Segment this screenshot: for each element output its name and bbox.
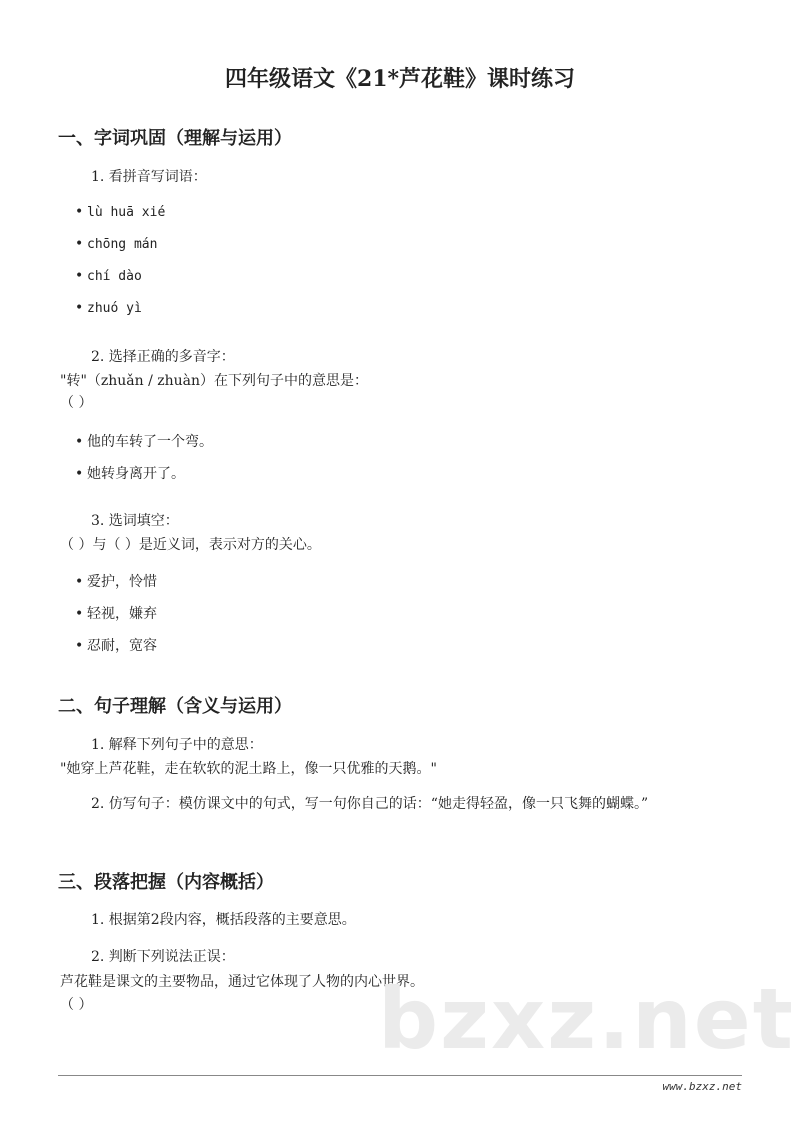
watermark: bzxz.net bbox=[378, 970, 795, 1068]
footer-url: www.bzxz.net bbox=[662, 1080, 742, 1093]
bullet-icon: • bbox=[75, 204, 84, 220]
section-3-heading: 三、段落把握（内容概括） bbox=[58, 872, 274, 893]
s3-q2-label: 2. 判断下列说法正误： bbox=[91, 949, 235, 965]
section-1-heading: 一、字词巩固（理解与运用） bbox=[58, 128, 292, 149]
footer-divider bbox=[58, 1075, 742, 1076]
list-item: • chōng mán bbox=[75, 236, 158, 252]
list-item: • 轻视，嫌弃 bbox=[75, 606, 157, 622]
s3-q1-label: 1. 根据第2段内容，概括段落的主要意思。 bbox=[91, 912, 356, 928]
s2-q1-sentence: "她穿上芦花鞋，走在软软的泥土路上，像一只优雅的天鹅。" bbox=[60, 761, 437, 777]
list-item: • lù huā xié bbox=[75, 204, 166, 220]
s3-q2-statement: 芦花鞋是课文的主要物品，通过它体现了人物的内心世界。 bbox=[60, 974, 424, 990]
s1-q2-label: 2. 选择正确的多音字： bbox=[91, 349, 235, 365]
s2-q2-text: 2. 仿写句子：模仿课文中的句式，写一句你自己的话：“她走得轻盈，像一只飞舞的蝴蝶。” bbox=[91, 796, 649, 812]
bullet-icon: • bbox=[75, 466, 84, 482]
bullet-icon: • bbox=[75, 574, 84, 590]
list-item: • 忍耐，宽容 bbox=[75, 638, 157, 654]
answer-blank: （ ） bbox=[60, 997, 93, 1013]
list-item: • 他的车转了一个弯。 bbox=[75, 434, 213, 450]
list-item: • chí dào bbox=[75, 268, 142, 284]
bullet-icon: • bbox=[75, 638, 84, 654]
answer-blank: （ ） bbox=[60, 395, 93, 411]
bullet-icon: • bbox=[75, 236, 84, 252]
list-item: • 她转身离开了。 bbox=[75, 466, 185, 482]
s1-q2-question: "转"（zhuǎn / zhuàn）在下列句子中的意思是： bbox=[60, 373, 369, 389]
bullet-icon: • bbox=[75, 268, 84, 284]
bullet-icon: • bbox=[75, 434, 84, 450]
s1-q3-label: 3. 选词填空： bbox=[91, 513, 179, 529]
bullet-icon: • bbox=[75, 606, 84, 622]
list-item: • zhuó yì bbox=[75, 300, 142, 316]
page-title: 四年级语文《21*芦花鞋》课时练习 bbox=[224, 66, 576, 92]
s1-q3-question: （ ）与（ ）是近义词，表示对方的关心。 bbox=[60, 537, 321, 553]
section-2-heading: 二、句子理解（含义与运用） bbox=[58, 696, 292, 717]
s2-q1-label: 1. 解释下列句子中的意思： bbox=[91, 737, 263, 753]
s1-q1-label: 1. 看拼音写词语： bbox=[91, 169, 207, 185]
list-item: • 爱护，怜惜 bbox=[75, 574, 157, 590]
bullet-icon: • bbox=[75, 300, 84, 316]
